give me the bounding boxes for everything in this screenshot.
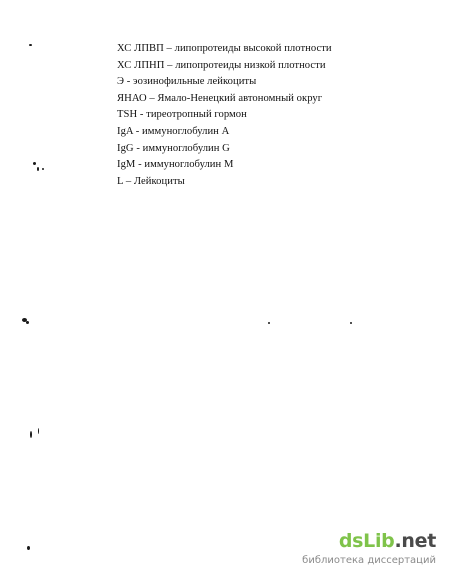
scan-speck — [37, 167, 39, 171]
abbreviation-item: IgM - иммуноглобулин М — [117, 159, 234, 171]
abbreviation-item: Э - эозинофильные лейкоциты — [117, 76, 257, 88]
abbreviation-item: IgA - иммуноглобулин А — [117, 125, 230, 137]
abbreviation-list — [117, 41, 417, 190]
scan-speck — [26, 321, 29, 324]
watermark-logo-part2: .net — [394, 530, 436, 552]
scan-speck — [268, 322, 270, 324]
watermark-logo-part1: dsLib — [338, 530, 395, 552]
scan-speck — [38, 428, 39, 434]
scan-speck — [350, 322, 352, 324]
abbreviation-item: ЯНАО – Ямало-Ненецкий автономный округ — [117, 92, 323, 104]
watermark-subtitle: библиотека диссертаций — [302, 555, 436, 566]
scan-speck — [33, 162, 36, 165]
abbreviation-item: ХС ЛПВП – липопротеиды высокой плотности — [117, 43, 332, 54]
watermark-logo — [339, 530, 436, 552]
scan-speck — [30, 431, 32, 438]
abbreviation-item: L – Лейкоциты — [117, 175, 185, 187]
scan-speck — [29, 44, 32, 46]
abbreviation-item: TSH - тиреотропный гормон — [117, 109, 247, 121]
abbreviation-item: IgG - иммуноглобулин G — [117, 142, 230, 154]
scan-speck — [42, 168, 44, 170]
abbreviation-item: ХС ЛПНП – липопротеиды низкой плотности — [117, 59, 326, 71]
watermark — [276, 530, 436, 570]
scan-speck — [27, 546, 30, 550]
